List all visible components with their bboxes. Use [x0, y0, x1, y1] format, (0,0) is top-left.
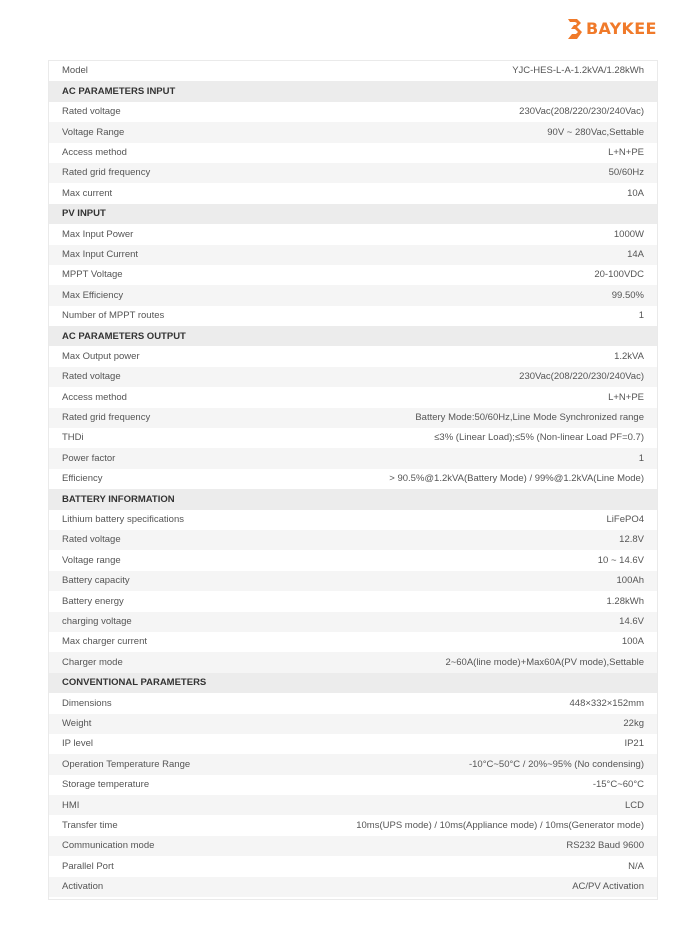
- table-row: [49, 448, 657, 468]
- table-row: [49, 408, 657, 428]
- spec-value: Battery Mode:50/60Hz,Line Mode Synchronized range: [304, 408, 657, 428]
- table-row: [49, 836, 657, 856]
- spec-label: Rated grid frequency: [49, 163, 304, 183]
- section-header: [49, 673, 657, 693]
- spec-value: 1000W: [304, 224, 657, 244]
- table-row: [49, 612, 657, 632]
- spec-label: Max Output power: [49, 346, 304, 366]
- spec-label: Rated voltage: [49, 530, 304, 550]
- spec-label: Max Efficiency: [49, 285, 304, 305]
- spec-label: Efficiency: [49, 469, 304, 489]
- spec-value: 10 ~ 14.6V: [304, 550, 657, 570]
- brand-name: BAYKEE: [586, 19, 657, 38]
- table-row: [49, 632, 657, 652]
- spec-label: charging voltage: [49, 612, 304, 632]
- table-row: [49, 571, 657, 591]
- spec-label: Rated grid frequency: [49, 408, 304, 428]
- spec-value: YJC-HES-L-A-1.2kVA/1.28kWh: [304, 61, 657, 81]
- spec-value: LCD: [304, 795, 657, 815]
- spec-value: IP21: [304, 734, 657, 754]
- table-row: [49, 346, 657, 366]
- table-row: [49, 469, 657, 489]
- spec-sheet: [48, 60, 658, 900]
- table-row: [49, 510, 657, 530]
- spec-label: Activation: [49, 877, 304, 897]
- table-row: [49, 591, 657, 611]
- spec-value: RS232 Baud 9600: [304, 836, 657, 856]
- section-title: PV INPUT: [49, 204, 657, 224]
- section-title: CONVENTIONAL PARAMETERS: [49, 673, 657, 693]
- table-row: [49, 387, 657, 407]
- spec-label: Battery energy: [49, 591, 304, 611]
- spec-label: Lithium battery specifications: [49, 510, 304, 530]
- spec-value: 14.6V: [304, 612, 657, 632]
- spec-value: 1: [304, 448, 657, 468]
- spec-value: L+N+PE: [304, 143, 657, 163]
- spec-label: Max Input Power: [49, 224, 304, 244]
- section-title: AC PARAMETERS INPUT: [49, 81, 657, 101]
- spec-value: 2~60A(line mode)+Max60A(PV mode),Settable: [304, 652, 657, 672]
- table-row: [49, 795, 657, 815]
- spec-value: 230Vac(208/220/230/240Vac): [304, 102, 657, 122]
- spec-label: Dimensions: [49, 693, 304, 713]
- spec-value: 12.8V: [304, 530, 657, 550]
- spec-value: 14A: [304, 245, 657, 265]
- spec-label: Battery capacity: [49, 571, 304, 591]
- spec-label: Storage temperature: [49, 775, 304, 795]
- spec-value: 1: [304, 306, 657, 326]
- spec-label: Transfer time: [49, 815, 304, 835]
- spec-label: Charger mode: [49, 652, 304, 672]
- spec-value: 20-100VDC: [304, 265, 657, 285]
- spec-label: Rated voltage: [49, 367, 304, 387]
- spec-value: ≤3% (Linear Load);≤5% (Non-linear Load PF=0.7): [304, 428, 657, 448]
- spec-value: 10A: [304, 183, 657, 203]
- table-row: [49, 775, 657, 795]
- spec-label: THDi: [49, 428, 304, 448]
- table-row: [49, 714, 657, 734]
- table-row: [49, 285, 657, 305]
- spec-value: 1.28kWh: [304, 591, 657, 611]
- table-row: [49, 122, 657, 142]
- table-row: [49, 224, 657, 244]
- spec-value: AC/PV Activation: [304, 877, 657, 897]
- spec-label: Voltage Range: [49, 122, 304, 142]
- spec-label: MPPT Voltage: [49, 265, 304, 285]
- spec-label: Access method: [49, 387, 304, 407]
- spec-table: [49, 61, 657, 897]
- spec-value: 99.50%: [304, 285, 657, 305]
- section-title: AC PARAMETERS OUTPUT: [49, 326, 657, 346]
- table-row: [49, 693, 657, 713]
- table-row: [49, 652, 657, 672]
- spec-label: Communication mode: [49, 836, 304, 856]
- spec-value: -15°C~60°C: [304, 775, 657, 795]
- baykee-logo-icon: [566, 18, 584, 40]
- table-row: [49, 754, 657, 774]
- spec-label: Max charger current: [49, 632, 304, 652]
- spec-value: 230Vac(208/220/230/240Vac): [304, 367, 657, 387]
- spec-value: > 90.5%@1.2kVA(Battery Mode) / 99%@1.2kVA(Line Mode): [304, 469, 657, 489]
- spec-label: Weight: [49, 714, 304, 734]
- section-header: [49, 489, 657, 509]
- spec-label: Model: [49, 61, 304, 81]
- spec-value: LiFePO4: [304, 510, 657, 530]
- section-header: [49, 81, 657, 101]
- section-header: [49, 204, 657, 224]
- spec-table-body: [49, 61, 657, 897]
- table-row: [49, 428, 657, 448]
- spec-value: 22kg: [304, 714, 657, 734]
- spec-label: Parallel Port: [49, 856, 304, 876]
- spec-label: Max Input Current: [49, 245, 304, 265]
- spec-label: Max current: [49, 183, 304, 203]
- spec-value: 100A: [304, 632, 657, 652]
- table-row: [49, 367, 657, 387]
- table-row: [49, 163, 657, 183]
- table-row: [49, 245, 657, 265]
- spec-label: Rated voltage: [49, 102, 304, 122]
- table-row: [49, 856, 657, 876]
- spec-value: 100Ah: [304, 571, 657, 591]
- table-row: [49, 734, 657, 754]
- spec-label: Power factor: [49, 448, 304, 468]
- table-row: [49, 530, 657, 550]
- table-row: [49, 143, 657, 163]
- spec-label: Voltage range: [49, 550, 304, 570]
- spec-label: HMI: [49, 795, 304, 815]
- section-title: BATTERY INFORMATION: [49, 489, 657, 509]
- spec-label: Access method: [49, 143, 304, 163]
- table-row: [49, 183, 657, 203]
- spec-value: 448×332×152mm: [304, 693, 657, 713]
- spec-value: 1.2kVA: [304, 346, 657, 366]
- table-row: [49, 877, 657, 897]
- spec-value: N/A: [304, 856, 657, 876]
- spec-value: 50/60Hz: [304, 163, 657, 183]
- table-row: [49, 61, 657, 81]
- spec-value: L+N+PE: [304, 387, 657, 407]
- brand-logo: [566, 17, 662, 41]
- spec-label: IP level: [49, 734, 304, 754]
- spec-value: -10°C~50°C / 20%~95% (No condensing): [304, 754, 657, 774]
- spec-label: Operation Temperature Range: [49, 754, 304, 774]
- table-row: [49, 815, 657, 835]
- table-row: [49, 306, 657, 326]
- table-row: [49, 102, 657, 122]
- spec-label: Number of MPPT routes: [49, 306, 304, 326]
- table-row: [49, 265, 657, 285]
- table-row: [49, 550, 657, 570]
- spec-value: 10ms(UPS mode) / 10ms(Appliance mode) / 10ms(Generator mode): [304, 815, 657, 835]
- section-header: [49, 326, 657, 346]
- spec-value: 90V ~ 280Vac,Settable: [304, 122, 657, 142]
